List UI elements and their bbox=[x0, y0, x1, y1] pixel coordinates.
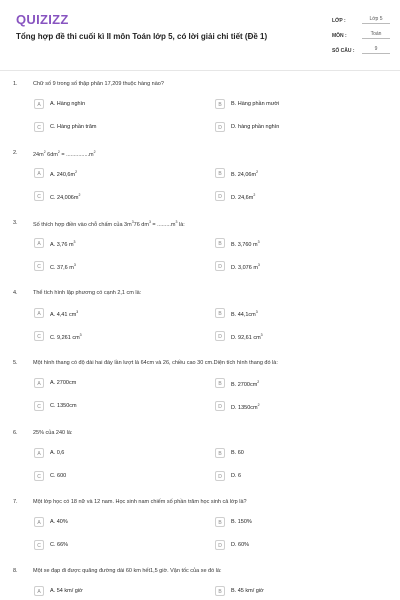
option-text: B. $24,06m^2$ bbox=[231, 170, 259, 178]
option-letter-box: C bbox=[34, 261, 44, 271]
question-number: 1. bbox=[13, 81, 18, 87]
option-letter-box: A bbox=[34, 448, 44, 458]
option-text: C. 66% bbox=[50, 542, 69, 548]
option-letter-box: D bbox=[215, 540, 225, 550]
question-text: Thể tích hình lập phương có cạnh 2,1 cm là: bbox=[33, 290, 142, 296]
option-text: D. 3,076 $m^3$ bbox=[231, 263, 260, 271]
option-letter-box: A bbox=[34, 378, 44, 388]
option-text: C. 600 bbox=[50, 473, 67, 479]
meta-subject bbox=[332, 27, 390, 39]
question-text: $24m^2$ $6dm^2 = ...............m^2$ bbox=[33, 150, 96, 158]
question-number: 8. bbox=[13, 568, 18, 574]
option-letter-box: A bbox=[34, 517, 44, 527]
option-text: D. $1350cm^2$ bbox=[231, 403, 260, 411]
option-letter-box: B bbox=[215, 586, 225, 596]
question-number: 3. bbox=[13, 220, 18, 226]
option-letter-box: A bbox=[34, 168, 44, 178]
option-letter-box: C bbox=[34, 122, 44, 132]
option-letter-box: D bbox=[215, 471, 225, 481]
option-text: B. 3,760 $m^3$ bbox=[231, 240, 260, 248]
option-letter-box: B bbox=[215, 168, 225, 178]
meta-question-count bbox=[332, 42, 390, 54]
question-number: 4. bbox=[13, 290, 18, 296]
question-text: 25% của 240 là: bbox=[33, 430, 73, 436]
option-text: A. 0,6 bbox=[50, 450, 65, 456]
option-text: B. 150% bbox=[231, 519, 252, 525]
option-letter-box: C bbox=[34, 331, 44, 341]
option-text: D. $24,6m^2$ bbox=[231, 193, 256, 201]
question-number: 2. bbox=[13, 150, 18, 156]
option-text: D. 92,61 $cm^3$ bbox=[231, 333, 263, 341]
option-text: C. Hàng phần trăm bbox=[50, 124, 97, 130]
question-text: Số thích hợp điền vào chỗ chấm của $3m^376$ $dm^3 = .........m^3$ là: bbox=[33, 220, 185, 228]
option-letter-box: C bbox=[34, 471, 44, 481]
document-title: Tổng hợp đề thi cuối kì II môn Toán lớp 5, có lời giải chi tiết (Đề 1) bbox=[16, 32, 268, 41]
meta-label: MÔN : bbox=[332, 33, 347, 39]
option-letter-box: C bbox=[34, 191, 44, 201]
option-text: B. $44,1cm^3$ bbox=[231, 310, 258, 318]
meta-label: LỚP : bbox=[332, 18, 346, 24]
document-meta bbox=[332, 12, 390, 57]
option-letter-box: C bbox=[34, 401, 44, 411]
option-letter-box: D bbox=[215, 191, 225, 201]
option-letter-box: D bbox=[215, 401, 225, 411]
question-number: 7. bbox=[13, 499, 18, 505]
question-text: Một lớp học có 18 nữ và 12 nam. Học sinh nam chiếm số phần trăm học sinh cả lớp là? bbox=[33, 499, 247, 505]
option-text: A. 40% bbox=[50, 519, 68, 525]
option-text: B. 45 km/ giờ bbox=[231, 588, 264, 594]
option-text: B. Hàng phần mười bbox=[231, 101, 280, 107]
question-number: 6. bbox=[13, 430, 18, 436]
option-letter-box: B bbox=[215, 378, 225, 388]
option-text: A. 3,76 $m^3$ bbox=[50, 240, 76, 248]
question-text: Chữ số 9 trong số thập phân 17,209 thuộc hàng nào? bbox=[33, 81, 164, 87]
option-text: D. 60% bbox=[231, 542, 250, 548]
option-letter-box: B bbox=[215, 99, 225, 109]
option-text: C. 1350cm bbox=[50, 403, 77, 409]
option-letter-box: D bbox=[215, 331, 225, 341]
option-text: A. Hàng nghìn bbox=[50, 101, 86, 107]
document-header bbox=[0, 0, 400, 62]
option-text: C. 9,261 $cm^3$ bbox=[50, 333, 82, 341]
option-text: C. 37,6 $m^3$ bbox=[50, 263, 76, 271]
meta-class bbox=[332, 12, 390, 24]
quizizz-logo: QUIZIZZ bbox=[16, 12, 69, 27]
header-divider bbox=[0, 70, 400, 71]
option-text: D. hàng phần nghìn bbox=[231, 124, 280, 130]
option-letter-box: D bbox=[215, 122, 225, 132]
question-number: 5. bbox=[13, 360, 18, 366]
option-letter-box: A bbox=[34, 99, 44, 109]
option-letter-box: B bbox=[215, 448, 225, 458]
question-text: Một xe đạp đi được quãng đường dài 60 km hết1,5 giờ. Vận tốc của xe đó là: bbox=[33, 568, 222, 574]
option-letter-box: A bbox=[34, 586, 44, 596]
meta-value: Lớp 5 bbox=[362, 16, 390, 24]
question-text: Một hình thang có độ dài hai đáy lần lượt là 64cm và 26, chiều cao 30 cm.Diện tích hình thang đó là: bbox=[33, 360, 278, 366]
meta-value: Toán bbox=[362, 31, 390, 39]
option-letter-box: D bbox=[215, 261, 225, 271]
meta-label: SỐ CÂU : bbox=[332, 48, 355, 54]
option-text: D. 6 bbox=[231, 473, 242, 479]
option-letter-box: A bbox=[34, 308, 44, 318]
option-text: B. $2700cm^2$ bbox=[231, 380, 260, 388]
option-letter-box: C bbox=[34, 540, 44, 550]
option-text: C. $24,006m^2$ bbox=[50, 193, 81, 201]
option-letter-box: A bbox=[34, 238, 44, 248]
option-letter-box: B bbox=[215, 308, 225, 318]
option-text: A. $240,6m^2$ bbox=[50, 170, 78, 178]
option-text: A. 54 km/ giờ bbox=[50, 588, 83, 594]
option-text: A. 4,41 $cm^3$ bbox=[50, 310, 79, 318]
meta-value: 9 bbox=[362, 46, 390, 54]
option-text: A. 2700cm bbox=[50, 380, 77, 386]
option-text: B. 60 bbox=[231, 450, 244, 456]
option-letter-box: B bbox=[215, 517, 225, 527]
option-letter-box: B bbox=[215, 238, 225, 248]
